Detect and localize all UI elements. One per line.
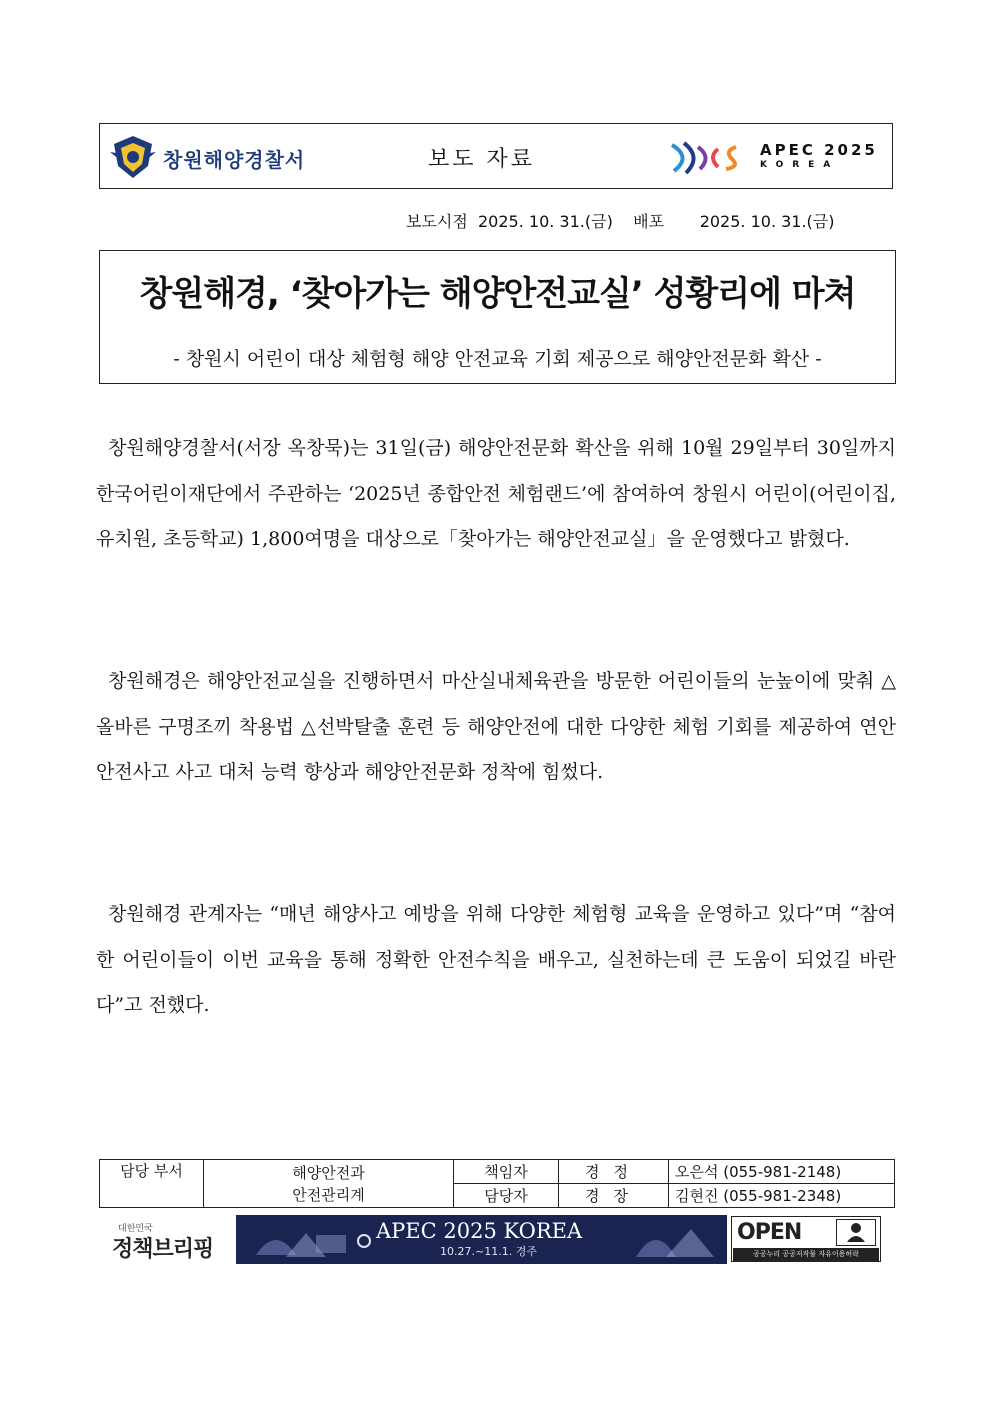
contact-table — [99, 1159, 895, 1208]
banner-dates: 10.27.~11.1. 경주 — [440, 1245, 537, 1258]
dept-name: 해양안전과 — [292, 1163, 365, 1182]
attribution-person-icon — [836, 1219, 876, 1246]
team-name: 안전관리계 — [292, 1185, 365, 1204]
main-title: 창원해경, ‘찾아가는 해양안전교실’ 성황리에 마쳐 — [139, 274, 856, 314]
dept-cell — [204, 1160, 454, 1208]
release-date: 2025. 10. 31.(금) — [478, 212, 613, 231]
apec-subtext: KOREA — [760, 160, 840, 170]
person-cell: 김현진 (055-981-2348) — [669, 1184, 895, 1208]
kogl-caption: 공공누리 공공저작물 자유이용허락 — [733, 1248, 879, 1261]
apec-logo-icon — [668, 137, 748, 177]
dept-label: 담당 부서 — [100, 1160, 204, 1208]
body-paragraph: 창원해경은 해양안전교실을 진행하면서 마산실내체육관을 방문한 어린이들의 눈높이에 맞춰 △올바른 구명조끼 착용법 △선박탈출 훈련 등 해양안전에 대한 다양한 체험 기회를 제공하여 연안안전사고 사고 대처 능력 향상과 해양안전문화 정착에 힘썼다. — [96, 670, 896, 783]
policy-briefing-caption: 대한민국 — [118, 1224, 153, 1234]
release-label: 보도시점 — [406, 212, 468, 231]
policy-briefing-logo: 정책브리핑 — [112, 1237, 214, 1262]
kogl-open-text: OPEN — [737, 1220, 802, 1245]
role-cell: 책임자 — [454, 1160, 559, 1184]
role-cell: 담당자 — [454, 1184, 559, 1208]
subtitle: - 창원시 어린이 대상 체험형 해양 안전교육 기회 제공으로 해양안전문화 확산 - — [173, 348, 822, 370]
distribution-label: 배포 — [633, 212, 665, 231]
table-row — [100, 1160, 895, 1184]
person-cell: 오은석 (055-981-2148) — [669, 1160, 895, 1184]
body-paragraph: 창원해양경찰서(서장 옥창묵)는 31일(금) 해양안전문화 확산을 위해 10월 29일부터 30일까지 한국어린이재단에서 주관하는 ‘2025년 종합안전 체험랜드’에 참여하여 창원시 어린이(어린이집, 유치원, 초등학교) 1,800여명을 대상으로「찾아가는 해양안전교실」을 운영했다고 밝혔다. — [96, 437, 896, 550]
rank-cell: 경정 — [559, 1160, 669, 1184]
org-name: 창원해양경찰서 — [163, 148, 306, 172]
banner-title: APEC 2025 KOREA — [376, 1219, 583, 1243]
coast-guard-emblem-icon — [108, 134, 158, 180]
release-info — [406, 209, 835, 232]
apec-text: APEC 2025 — [760, 141, 878, 159]
rank-cell: 경장 — [559, 1184, 669, 1208]
distribution-date: 2025. 10. 31.(금) — [699, 212, 835, 231]
doc-type-label: 보도 자료 — [428, 147, 536, 172]
body-paragraph: 창원해경 관계자는 “매년 해양사고 예방을 위해 다양한 체험형 교육을 운영하고 있다”며 “참여한 어린이들이 이번 교육을 통해 정확한 안전수칙을 배우고, 실천하는데 큰 도움이 되었길 바란다”고 전했다. — [96, 903, 896, 1016]
